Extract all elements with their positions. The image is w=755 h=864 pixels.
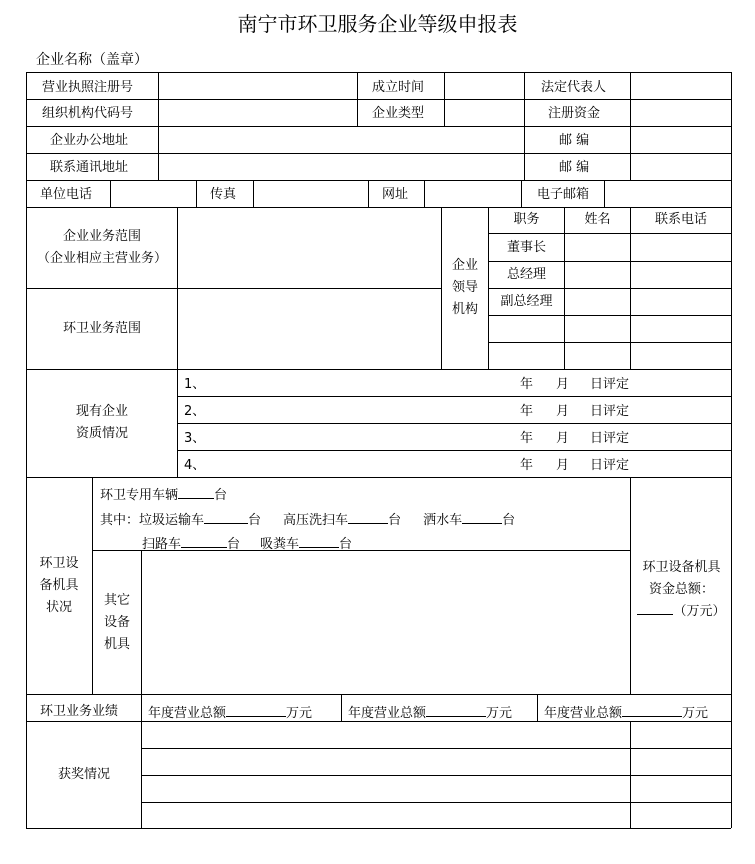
label-fax: 传真 (210, 187, 237, 202)
grid-line (158, 126, 159, 180)
grid-line (196, 180, 197, 207)
grid-line (731, 72, 732, 828)
type-road-sweeper: 扫路车 (142, 537, 182, 552)
header-name: 姓名 (584, 212, 611, 227)
grid-line (253, 180, 254, 207)
label-equipment-fund (632, 552, 731, 628)
qualification-year-label: 年 (520, 431, 534, 446)
grid-line (341, 694, 342, 721)
grid-line (141, 550, 142, 694)
grid-line (177, 450, 731, 451)
grid-line (26, 153, 731, 154)
type-septic-truck: 吸粪车 (260, 537, 300, 552)
header-position: 职务 (513, 212, 540, 227)
label-sanitation-scope: 环卫业务范围 (62, 321, 141, 336)
sprinkler-truck-blank[interactable] (462, 511, 502, 524)
fund-blank[interactable] (637, 602, 673, 615)
unit-3: 台 (502, 513, 516, 528)
grid-line (158, 72, 159, 126)
of-which-label: 其中： (100, 513, 140, 528)
qualification-day-label: 日评定 (590, 377, 630, 392)
leadership-line2: 领导 (451, 280, 478, 295)
grid-line (521, 180, 522, 207)
equipment-line2: 备机具 (39, 578, 79, 593)
grid-line (630, 72, 631, 126)
role-deputy-gm: 副总经理 (500, 294, 553, 309)
grid-line (424, 180, 425, 207)
label-postcode-2: 邮 编 (559, 160, 590, 175)
road-sweeper-blank[interactable] (181, 535, 227, 548)
grid-line (177, 423, 731, 424)
annual-revenue-field (348, 704, 512, 722)
qualification-month-label: 月 (556, 404, 570, 419)
annual-revenue-label: 年度营业总额 (148, 706, 227, 721)
grid-line (604, 180, 605, 207)
grid-line (141, 748, 731, 749)
qualification-month-label: 月 (556, 458, 570, 473)
grid-line (488, 315, 731, 316)
qualification-line1: 现有企业 (75, 404, 128, 419)
vehicles-line (100, 486, 227, 504)
grid-line (26, 694, 731, 695)
garbage-truck-blank[interactable] (204, 511, 248, 524)
grid-line (444, 72, 445, 126)
label-equipment (27, 478, 91, 694)
qualification-day-label: 日评定 (590, 458, 630, 473)
vehicle-types-line2 (142, 535, 352, 553)
header-contact-phone: 联系电话 (654, 212, 707, 227)
business-scope-line1: 企业业务范围 (62, 228, 141, 244)
annual-revenue-unit: 万元 (486, 706, 513, 721)
vehicles-unit: 台 (214, 488, 228, 503)
other-line1: 其它 (103, 593, 130, 608)
label-legal-rep: 法定代表人 (541, 80, 607, 95)
unit-4: 台 (227, 537, 241, 552)
grid-line (26, 99, 731, 100)
grid-line (26, 477, 731, 478)
unit-1: 台 (248, 513, 262, 528)
qualification-year-label: 年 (520, 377, 534, 392)
fund-line1: 环卫设备机具 (642, 560, 721, 575)
label-org-code: 组织机构代码号 (42, 106, 134, 121)
label-qualification (27, 370, 177, 476)
vehicles-label: 环卫专用车辆 (100, 488, 179, 503)
grid-line (630, 126, 631, 180)
label-leadership (442, 207, 488, 369)
role-general-manager: 总经理 (506, 267, 546, 282)
high-pressure-sweeper-blank[interactable] (348, 511, 388, 524)
qualification-item-number: 1、 (184, 377, 206, 392)
annual-revenue-field (544, 704, 708, 722)
annual-revenue-label: 年度营业总额 (544, 706, 623, 721)
septic-truck-blank[interactable] (299, 535, 339, 548)
label-company-type: 企业类型 (372, 106, 425, 121)
label-website: 网址 (382, 187, 409, 202)
label-postcode-1: 邮 编 (559, 133, 590, 148)
grid-line (177, 396, 731, 397)
unit-5: 台 (339, 537, 353, 552)
qualification-month-label: 月 (556, 377, 570, 392)
grid-line (524, 126, 525, 180)
label-other-equipment (93, 552, 141, 694)
annual-revenue-label: 年度营业总额 (348, 706, 427, 721)
label-office-addr: 企业办公地址 (50, 133, 129, 148)
qualification-day-label: 日评定 (590, 431, 630, 446)
qualification-year-label: 年 (520, 404, 534, 419)
label-business-scope (27, 207, 177, 288)
fund-unit: （万元） (673, 604, 726, 619)
qualification-year-label: 年 (520, 458, 534, 473)
company-name-label: 企业名称（盖章） (36, 52, 148, 68)
unit-2: 台 (388, 513, 402, 528)
label-established: 成立时间 (372, 80, 425, 95)
business-scope-line2: （企业相应主营业务） (36, 250, 167, 266)
qualification-item-number: 3、 (184, 431, 206, 446)
grid-line (141, 775, 731, 776)
label-performance: 环卫业务业绩 (40, 704, 119, 719)
fund-line2: 资金总额： (648, 582, 714, 597)
grid-line (141, 694, 142, 721)
equipment-line1: 环卫设 (39, 556, 79, 571)
grid-line (630, 477, 631, 694)
other-line2: 设备 (103, 615, 130, 630)
annual-revenue-blank[interactable] (622, 704, 682, 717)
label-reg-capital: 注册资金 (548, 106, 601, 121)
qualification-line2: 资质情况 (75, 426, 128, 441)
form-title: 南宁市环卫服务企业等级申报表 (237, 12, 518, 36)
grid-line (26, 72, 731, 73)
type-high-pressure-sweeper: 高压洗扫车 (283, 513, 349, 528)
grid-line (488, 342, 731, 343)
annual-revenue-blank[interactable] (226, 704, 286, 717)
leadership-line3: 机构 (451, 302, 478, 317)
grid-line (357, 72, 358, 126)
grid-line (368, 180, 369, 207)
other-line3: 机具 (103, 637, 130, 652)
leadership-line1: 企业 (451, 258, 478, 273)
qualification-month-label: 月 (556, 431, 570, 446)
vehicle-types-line1 (100, 511, 515, 529)
fund-line3 (637, 601, 725, 623)
grid-line (26, 126, 731, 127)
qualification-item-number: 2、 (184, 404, 206, 419)
grid-line (141, 802, 731, 803)
label-phone: 单位电话 (40, 187, 93, 202)
vehicles-count-blank[interactable] (178, 486, 214, 499)
annual-revenue-blank[interactable] (426, 704, 486, 717)
type-sprinkler-truck: 洒水车 (423, 513, 463, 528)
grid-line (26, 180, 731, 181)
qualification-item-number: 4、 (184, 458, 206, 473)
label-email: 电子邮箱 (537, 187, 590, 202)
label-awards: 获奖情况 (57, 767, 110, 782)
grid-line (26, 828, 731, 829)
grid-line (110, 180, 111, 207)
annual-revenue-field (148, 704, 312, 722)
label-license-no: 营业执照注册号 (42, 80, 134, 95)
annual-revenue-unit: 万元 (286, 706, 313, 721)
label-contact-addr: 联系通讯地址 (50, 160, 129, 175)
grid-line (537, 694, 538, 721)
type-garbage-truck: 垃圾运输车 (139, 513, 205, 528)
qualification-day-label: 日评定 (590, 404, 630, 419)
annual-revenue-unit: 万元 (682, 706, 709, 721)
role-chairman: 董事长 (506, 240, 546, 255)
grid-line (488, 233, 731, 234)
grid-line (524, 72, 525, 126)
equipment-line3: 状况 (45, 600, 72, 615)
